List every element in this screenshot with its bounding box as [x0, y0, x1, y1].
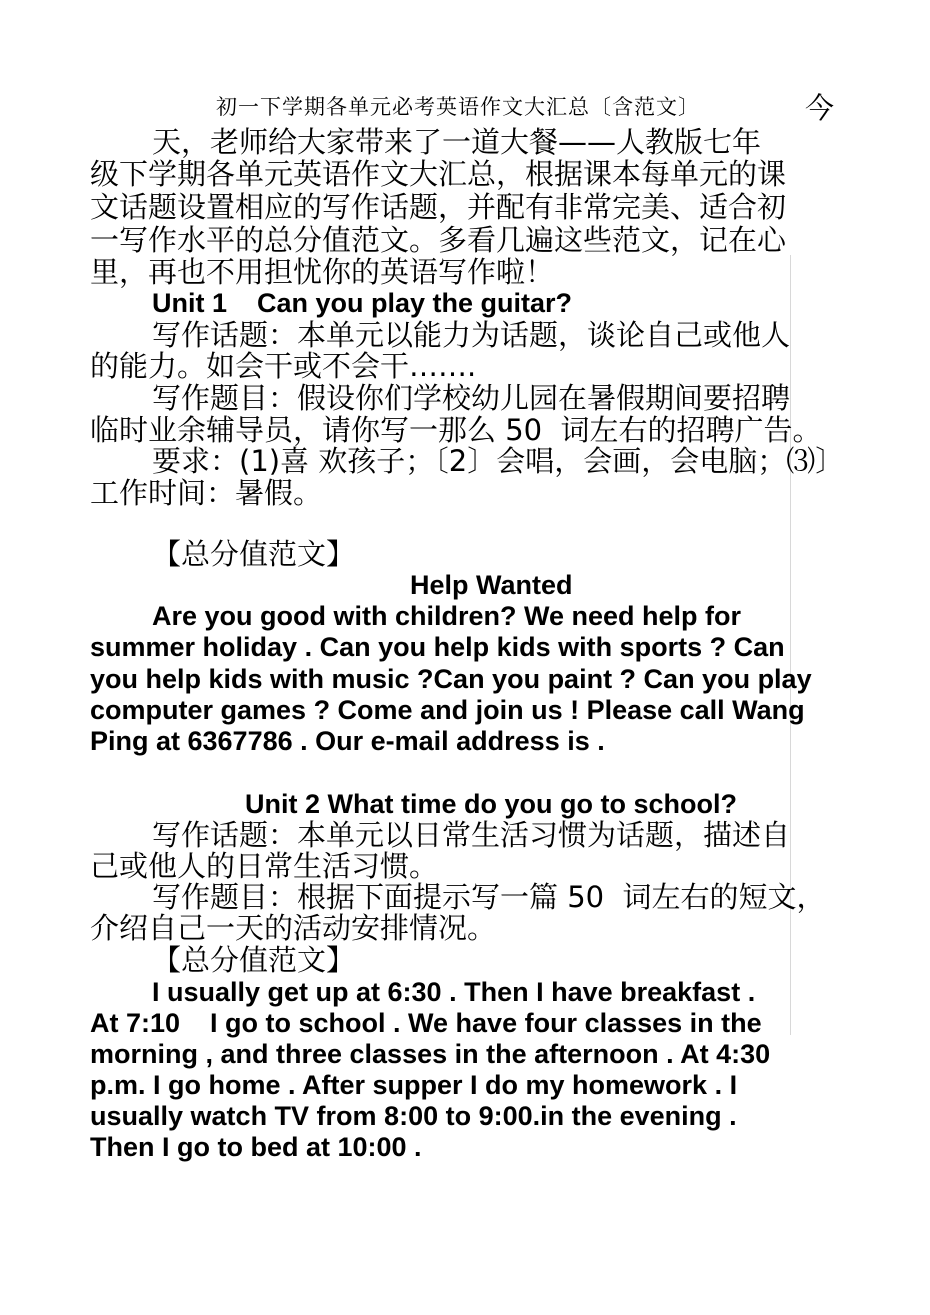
unit1-essay-line-4: computer games ? Come and join us ! Please call Wang — [90, 695, 805, 725]
unit1-essay-line-2: summer holiday . Can you help kids with sports ? Can — [90, 632, 785, 662]
unit1-task-line-1: 写作题目：假设你们学校幼儿园在暑假期间要招聘 — [152, 381, 791, 415]
page-margin-rule — [790, 255, 791, 1035]
unit1-topic-line-2: 的能力。如会干或不会干……. — [90, 349, 477, 383]
unit1-essay-title: Help Wanted — [410, 570, 573, 600]
intro-line-1: 天，老师给大家带来了一道大餐——人教版七年 — [152, 125, 762, 159]
intro-first-char: 今 — [805, 91, 835, 125]
unit2-topic-line-2: 己或他人的日常生活习惯。 — [90, 849, 439, 883]
intro-line-4: 一写作水平的总分值范文。多看几遍这些范文，记在心 — [90, 223, 787, 257]
unit1-essay-line-5: Ping at 6367786 . Our e-mail address is . — [90, 726, 605, 756]
unit1-essay-line-3: you help kids with music ?Can you paint ? Can you play — [90, 664, 812, 694]
unit2-model-label: 【总分值范文】 — [152, 943, 356, 977]
document-title: 初一下学期各单元必考英语作文大汇总〔含范文〕 — [216, 95, 700, 119]
unit1-requirements-line-2: 工作时间：暑假。 — [90, 476, 323, 510]
unit2-heading: Unit 2 What time do you go to school? — [245, 789, 737, 819]
unit2-task-line-1: 写作题目：根据下面提示写一篇 50 词左右的短文， — [152, 880, 826, 914]
unit1-topic-line-1: 写作话题：本单元以能力为话题，谈论自己或他人 — [152, 318, 791, 352]
unit2-essay-line-2: At 7:10 I go to school . We have four classes in the — [90, 1008, 762, 1038]
unit2-essay-line-4: p.m. I go home . After supper I do my homework . I — [90, 1070, 738, 1100]
unit2-essay-line-1: I usually get up at 6:30 . Then I have breakfast . — [152, 977, 756, 1007]
unit2-essay-line-6: Then I go to bed at 10:00 . — [90, 1132, 422, 1162]
unit1-heading: Unit 1 Can you play the guitar? — [152, 288, 573, 318]
unit2-essay-line-3: morning , and three classes in the afternoon . At 4:30 — [90, 1039, 771, 1069]
unit2-essay-line-5: usually watch TV from 8:00 to 9:00.in the evening . — [90, 1101, 737, 1131]
intro-line-5: 里，再也不用担忧你的英语写作啦！ — [90, 255, 555, 289]
unit2-topic-line-1: 写作话题：本单元以日常生活习惯为话题，描述自 — [152, 818, 791, 852]
intro-line-2: 级下学期各单元英语作文大汇总，根据课本每单元的课 — [90, 157, 787, 191]
unit2-task-line-2: 介绍自己一天的活动安排情况。 — [90, 911, 497, 945]
unit1-essay-line-1: Are you good with children? We need help for — [152, 601, 742, 631]
unit1-model-label: 【总分值范文】 — [152, 537, 356, 571]
unit1-task-line-2: 临时业余辅导员，请你写一那么 50 词左右的招聘广告。 — [90, 413, 822, 447]
unit1-requirements-line-1: 要求：(1)喜 欢孩子；〔2〕会唱，会画，会电脑；⑶〕 — [152, 444, 845, 478]
intro-line-3: 文话题设置相应的写作话题，并配有非常完美、适合初 — [90, 190, 787, 224]
